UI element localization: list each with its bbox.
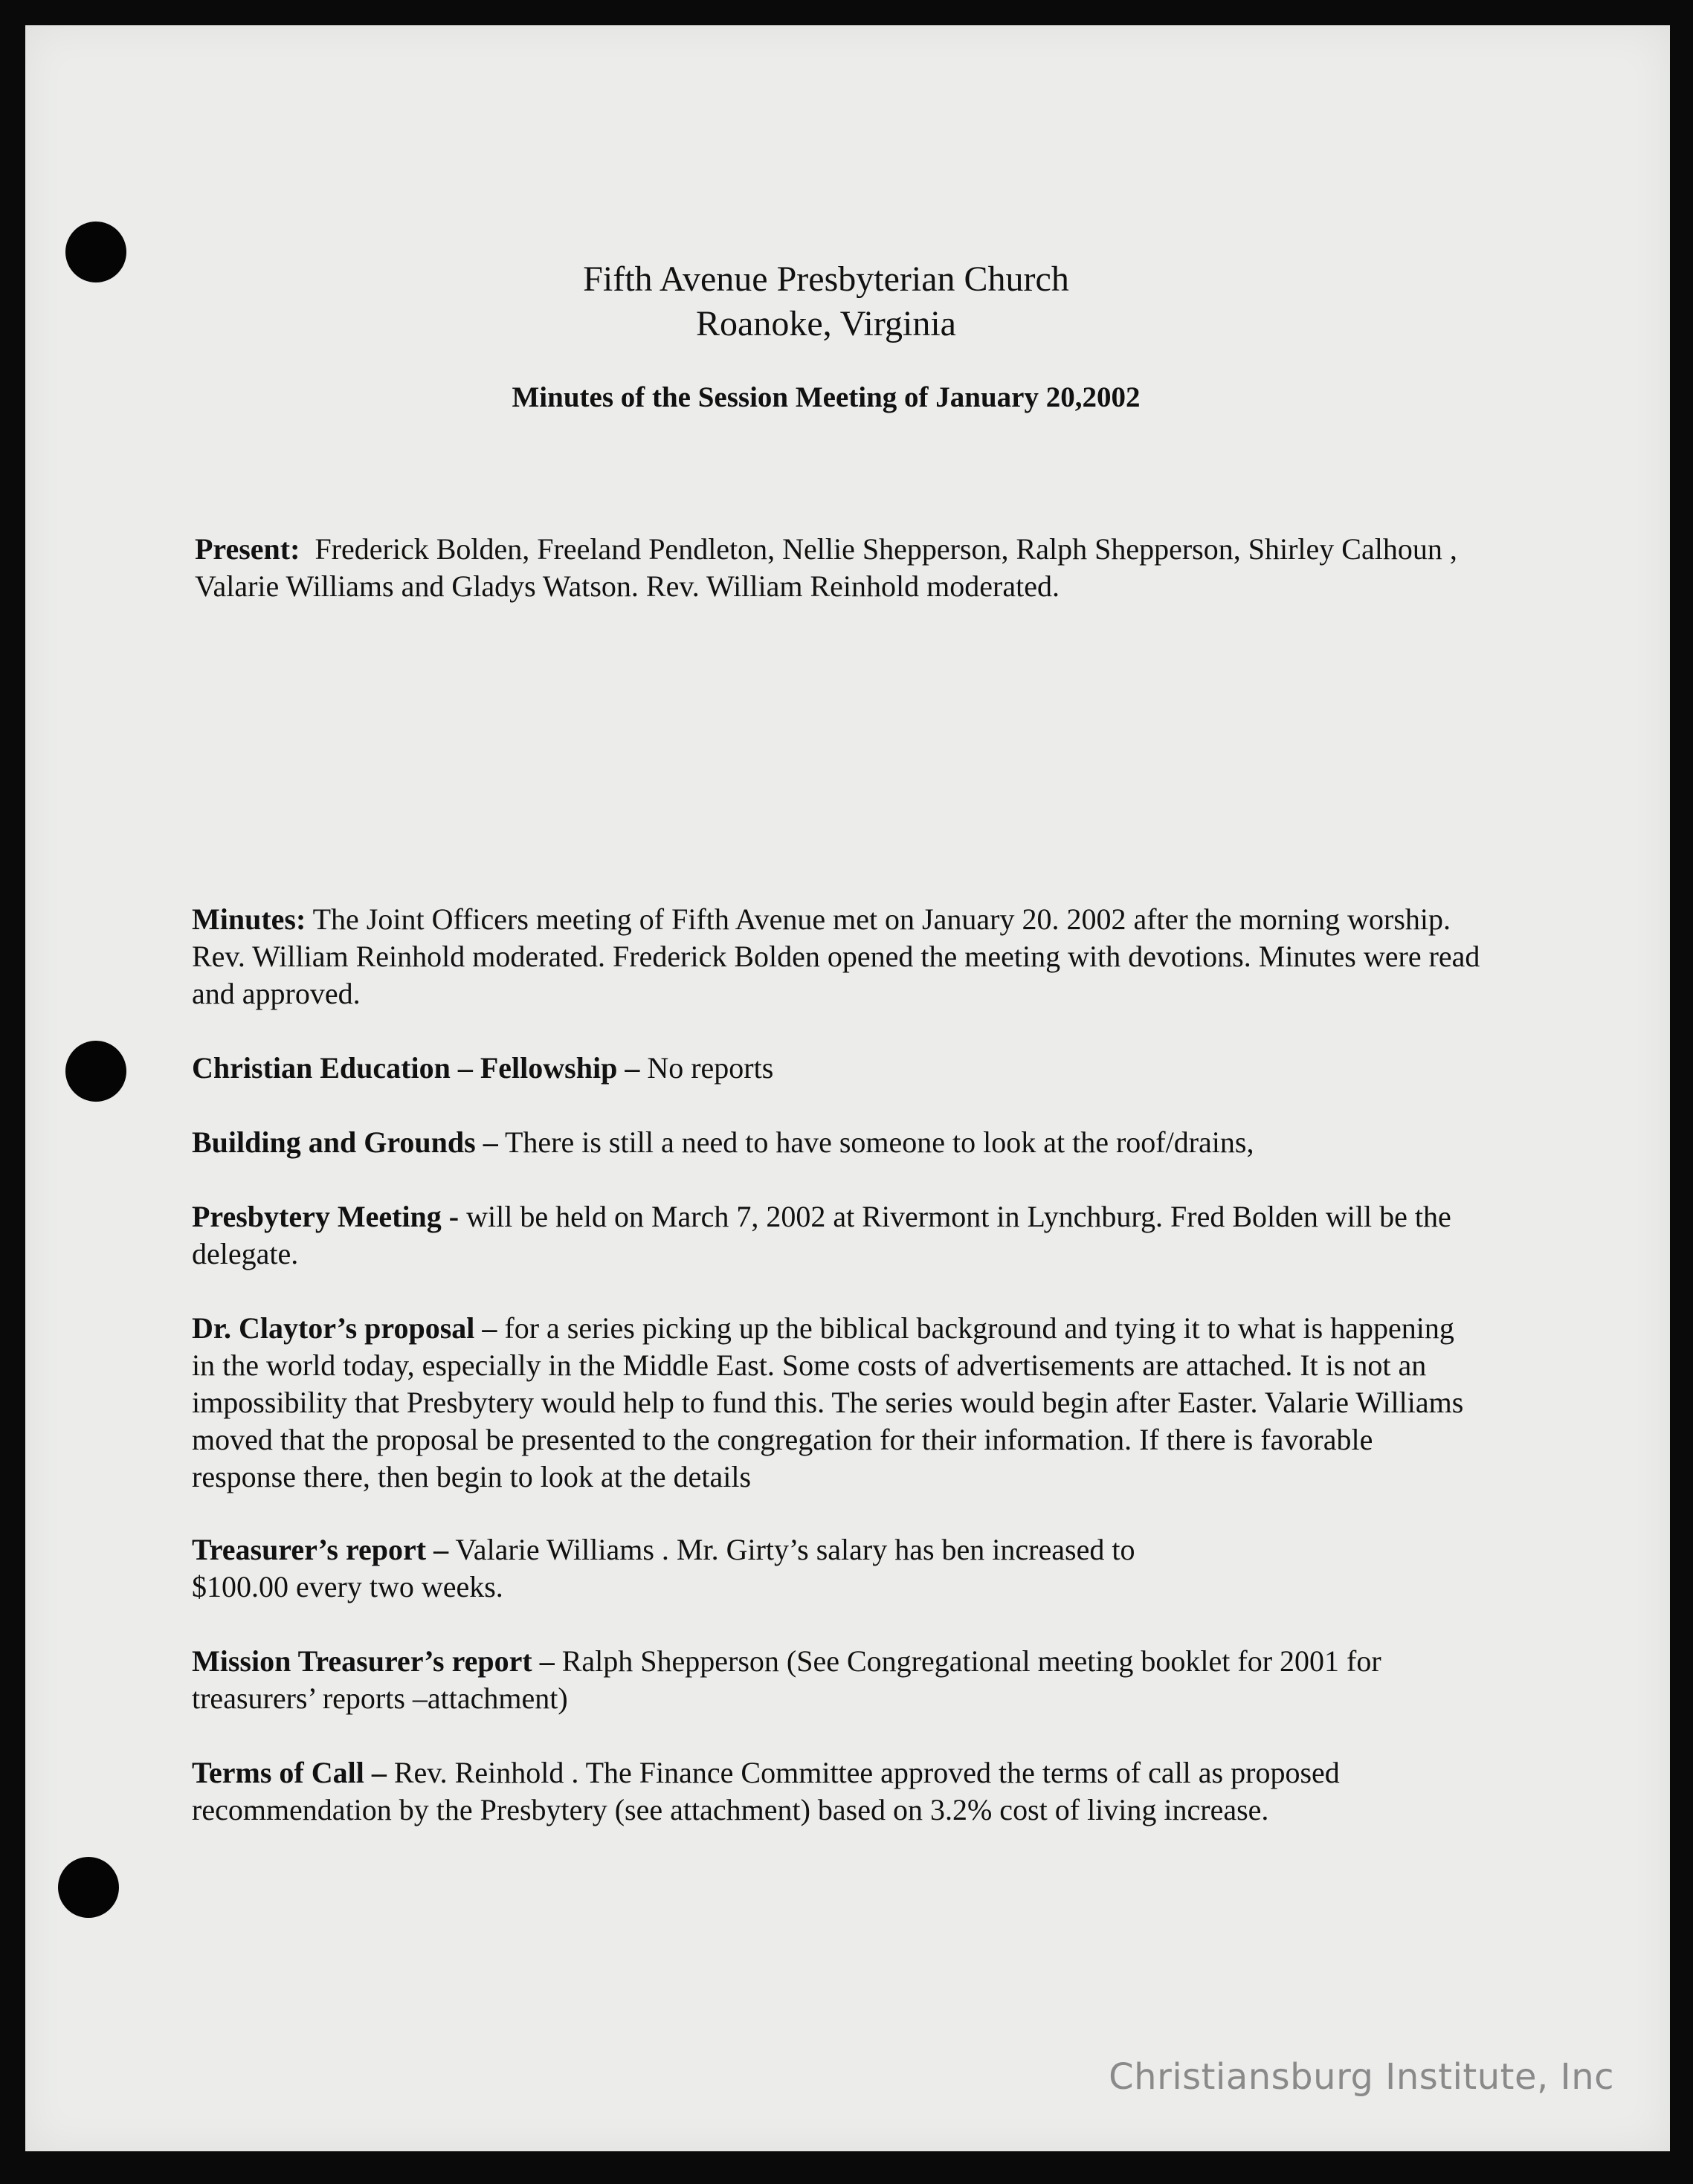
mission-treasurer-text: Ralph Shepperson (See Congregational meeting booklet for 2001 for treasurers’ reports –attachment)	[192, 1644, 1381, 1715]
terms-of-call-paragraph	[192, 1754, 1426, 1829]
present-text: Frederick Bolden, Freeland Pendleton, Nellie Shepperson, Ralph Shepperson, Shirley Calhoun , Valarie Williams and Gladys Watson. Rev. William Reinhold moderated.	[195, 532, 1457, 603]
minutes-text: The Joint Officers meeting of Fifth Avenue met on January 20. 2002 after the morning worship. Rev. William Reinhold moderated. Frederick Bolden opened the meeting with devotions. Minutes were read and approved.	[192, 902, 1480, 1010]
christian-education-text: No reports	[639, 1051, 774, 1085]
punch-hole-bottom	[58, 1857, 119, 1918]
minutes-paragraph	[192, 901, 1500, 1012]
claytor-proposal-paragraph	[192, 1310, 1478, 1496]
church-name: Fifth Avenue Presbyterian Church	[583, 259, 1069, 299]
minutes-label: Minutes:	[192, 902, 306, 936]
building-grounds-label: Building and Grounds –	[192, 1125, 498, 1159]
presbytery-meeting-paragraph	[192, 1198, 1486, 1273]
mission-treasurer-paragraph	[192, 1643, 1486, 1717]
christian-education-paragraph	[192, 1050, 1500, 1087]
treasurer-report-paragraph	[192, 1531, 1500, 1606]
treasurer-report-label: Treasurer’s report –	[192, 1533, 449, 1566]
terms-of-call-text: Rev. Reinhold . The Finance Committee approved the terms of call as proposed recommendation by the Presbytery (see attachment) based on 3.2% cost of living increase.	[192, 1756, 1340, 1826]
presbytery-meeting-text: will be held on March 7, 2002 at Rivermont in Lynchburg. Fred Bolden will be the delegate.	[192, 1200, 1451, 1270]
treasurer-report-amount: $100.00 every two weeks.	[192, 1570, 503, 1603]
punch-hole-middle	[65, 1041, 126, 1102]
mission-treasurer-label: Mission Treasurer’s report –	[192, 1644, 555, 1678]
building-grounds-text: There is still a need to have someone to look at the roof/drains,	[497, 1125, 1254, 1159]
watermark: Christiansburg Institute, Inc	[1109, 2056, 1614, 2098]
meeting-title: Minutes of the Session Meeting of January 20,2002	[512, 381, 1141, 413]
building-grounds-paragraph	[192, 1124, 1500, 1161]
church-location: Roanoke, Virginia	[696, 304, 956, 343]
claytor-proposal-label: Dr. Claytor’s proposal –	[192, 1311, 497, 1345]
claytor-proposal-text: for a series picking up the biblical background and tying it to what is happening in the world today, especially in the Middle East. Some costs of advertisements are attached. It is not an impossibility that Presbytery would help to fund this. The series would begin after Easter. Valarie Williams moved that the proposal be presented to the congregation for their information. If there is favorable response there, then begin to look at the details	[192, 1311, 1464, 1493]
terms-of-call-label: Terms of Call –	[192, 1756, 387, 1789]
presbytery-meeting-label: Presbytery Meeting -	[192, 1200, 459, 1233]
christian-education-label: Christian Education – Fellowship –	[192, 1051, 640, 1085]
treasurer-report-text: Valarie Williams . Mr. Girty’s salary has ben increased to	[448, 1533, 1135, 1566]
present-label: Present:	[195, 532, 300, 566]
present-paragraph	[195, 531, 1474, 605]
